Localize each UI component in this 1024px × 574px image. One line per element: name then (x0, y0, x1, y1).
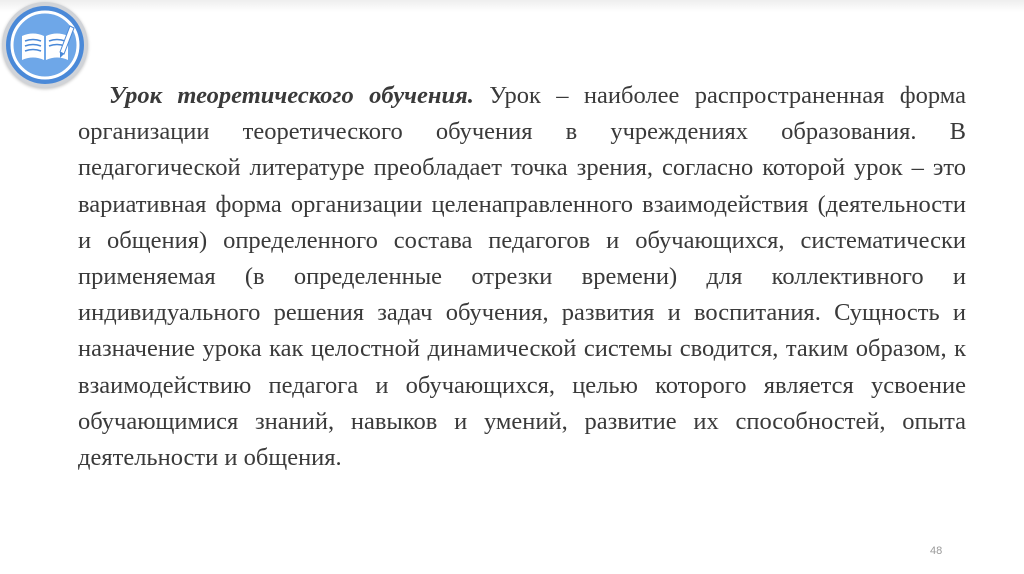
open-book-with-pen-icon (2, 2, 88, 88)
top-band (0, 0, 1024, 12)
lead-phrase: Урок теоретического обучения. (109, 82, 474, 109)
body-text: Урок – наиболее распространенная форма организации теоретического обучения в учреждениях образования. В педагогической литературе преобладает точка зрения, согласно которой урок – это вариативная форма организации целенаправленного взаимодействия (деятельности и общения) определенного состава педагогов и обучающихся, систематически применяемая (в определенные отрезки времени) для коллективного и индивидуального решения задач обучения, развития и воспитания. Сущность и назначение урока как целостной динамической системы сводится, таким образом, к взаимодействию педагога и обучающихся, целью которого является усвоение обучающимися знаний, навыков и умений, развитие их способностей, опыта деятельности и общения. (78, 82, 966, 472)
page-number: 48 (930, 545, 943, 557)
logo-badge (2, 2, 88, 88)
body-paragraph (78, 78, 966, 476)
